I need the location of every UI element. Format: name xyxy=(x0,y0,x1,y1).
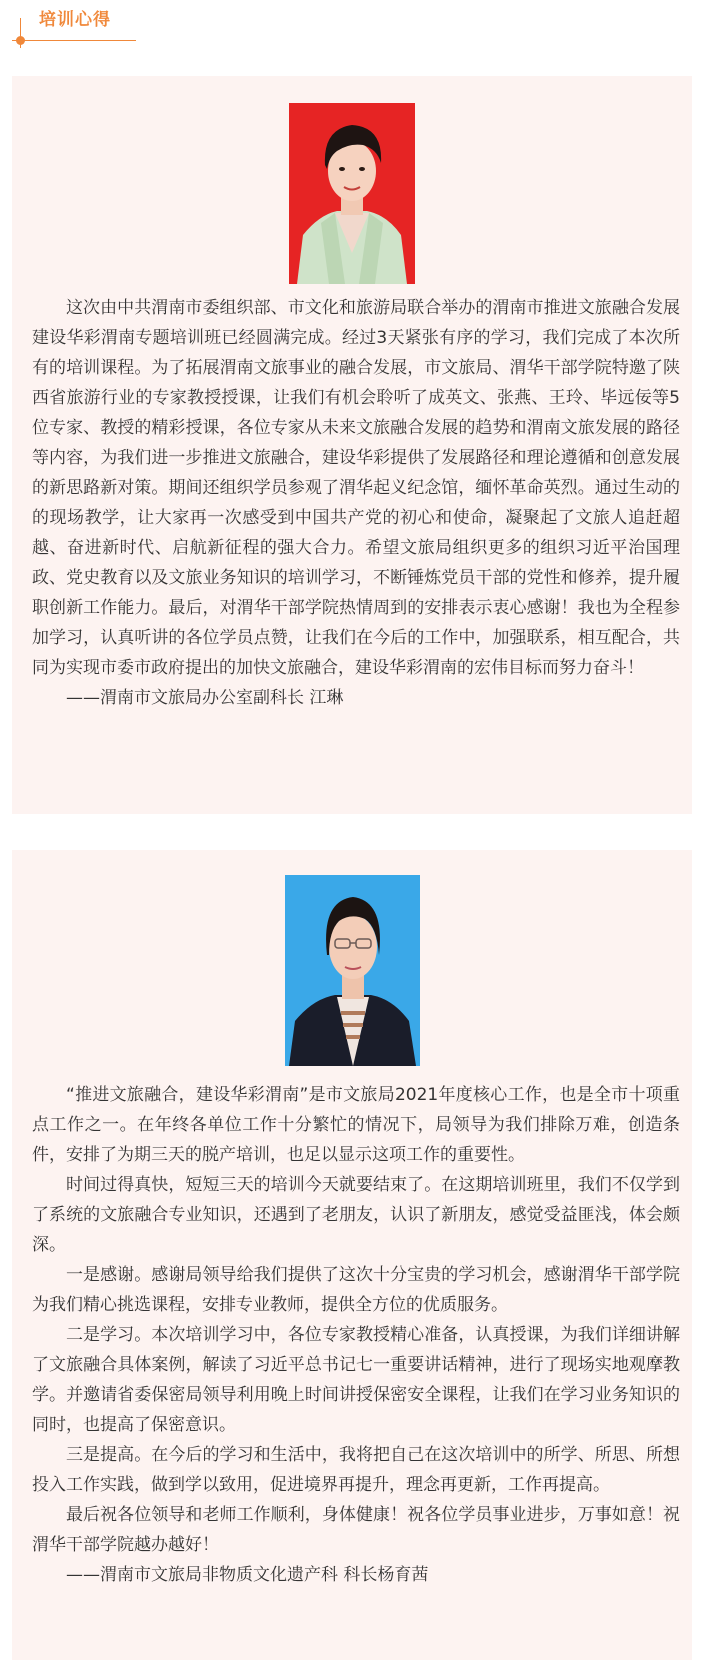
section-title: 培训心得 xyxy=(39,10,111,30)
paragraph: 时间过得真快，短短三天的培训今天就要结束了。在这期培训班里，我们不仅学到了系统的文旅融合专业知识，还遇到了老朋友，认识了新朋友，感觉受益匪浅，体会颇深。 xyxy=(32,1175,680,1255)
paragraph: 最后祝各位领导和老师工作顺利，身体健康！祝各位学员事业进步，万事如意！祝渭华干部学院越办越好！ xyxy=(32,1505,680,1555)
paragraph: “推进文旅融合，建设华彩渭南”是市文旅局2021年度核心工作，也是全市十项重点工作之一。在年终各单位工作十分繁忙的情况下，局领导为我们排除万难，创造条件，安排了为期三天的脱产培训，也足以显示这项工作的重要性。 xyxy=(32,1085,680,1165)
testimonial-text-2 xyxy=(32,1080,680,1590)
testimonial-text-1 xyxy=(32,293,680,713)
paragraph: 三是提高。在今后的学习和生活中，我将把自己在这次培训中的所学、所思、所想投入工作实践，做到学以致用，促进境界再提升，理念再更新，工作再提高。 xyxy=(32,1445,680,1495)
portrait-photo-1 xyxy=(289,103,415,284)
header-decoration-dot xyxy=(16,36,25,45)
portrait-photo-2 xyxy=(285,875,420,1066)
signature: ——渭南市文旅局办公室副科长 江琳 xyxy=(66,688,344,708)
section-header xyxy=(12,0,136,54)
testimonial-card-2 xyxy=(12,850,692,1660)
portrait-2-image xyxy=(285,875,420,1066)
paragraph: 这次由中共渭南市委组织部、市文化和旅游局联合举办的渭南市推进文旅融合发展建设华彩渭南专题培训班已经圆满完成。经过3天紧张有序的学习，我们完成了本次所有的培训课程。为了拓展渭南文旅事业的融合发展，市文旅局、渭华干部学院特邀了陕西省旅游行业的专家教授授课，让我们有机会聆听了成英文、张燕、王玲、毕远佞等5位专家、教授的精彩授课，各位专家从未来文旅融合发展的趋势和渭南文旅发展的路径等内容，为我们进一步推进文旅融合，建设华彩提供了发展路径和理论遵循和创意发展的新思路新对策。期间还组织学员参观了渭华起义纪念馆，缅怀革命英烈。通过生动的的现场教学，让大家再一次感受到中国共产党的初心和使命，凝聚起了文旅人追赶超越、奋进新时代、启航新征程的强大合力。希望文旅局组织更多的组织习近平治国理政、党史教育以及文旅业务知识的培训学习，不断锤炼党员干部的党性和修养，提升履职创新工作能力。最后，对渭华干部学院热情周到的安排表示衷心感谢！我也为全程参加学习，认真听讲的各位学员点赞，让我们在今后的工作中，加强联系，相互配合，共同为实现市委市政府提出的加快文旅融合，建设华彩渭南的宏伟目标而努力奋斗！ xyxy=(32,298,680,678)
header-decoration-underline xyxy=(12,40,136,41)
paragraph: 二是学习。本次培训学习中，各位专家教授精心准备，认真授课，为我们详细讲解了文旅融合具体案例，解读了习近平总书记七一重要讲话精神，进行了现场实地观摩教学。并邀请省委保密局领导利用晚上时间讲授保密安全课程，让我们在学习业务知识的同时，也提高了保密意识。 xyxy=(32,1325,680,1435)
paragraph: 一是感谢。感谢局领导给我们提供了这次十分宝贵的学习机会，感谢渭华干部学院为我们精心挑选课程，安排专业教师，提供全方位的优质服务。 xyxy=(32,1265,680,1315)
testimonial-card-1 xyxy=(12,76,692,814)
signature: ——渭南市文旅局非物质文化遗产科 科长杨育茜 xyxy=(66,1565,429,1585)
portrait-1-image xyxy=(289,103,415,284)
